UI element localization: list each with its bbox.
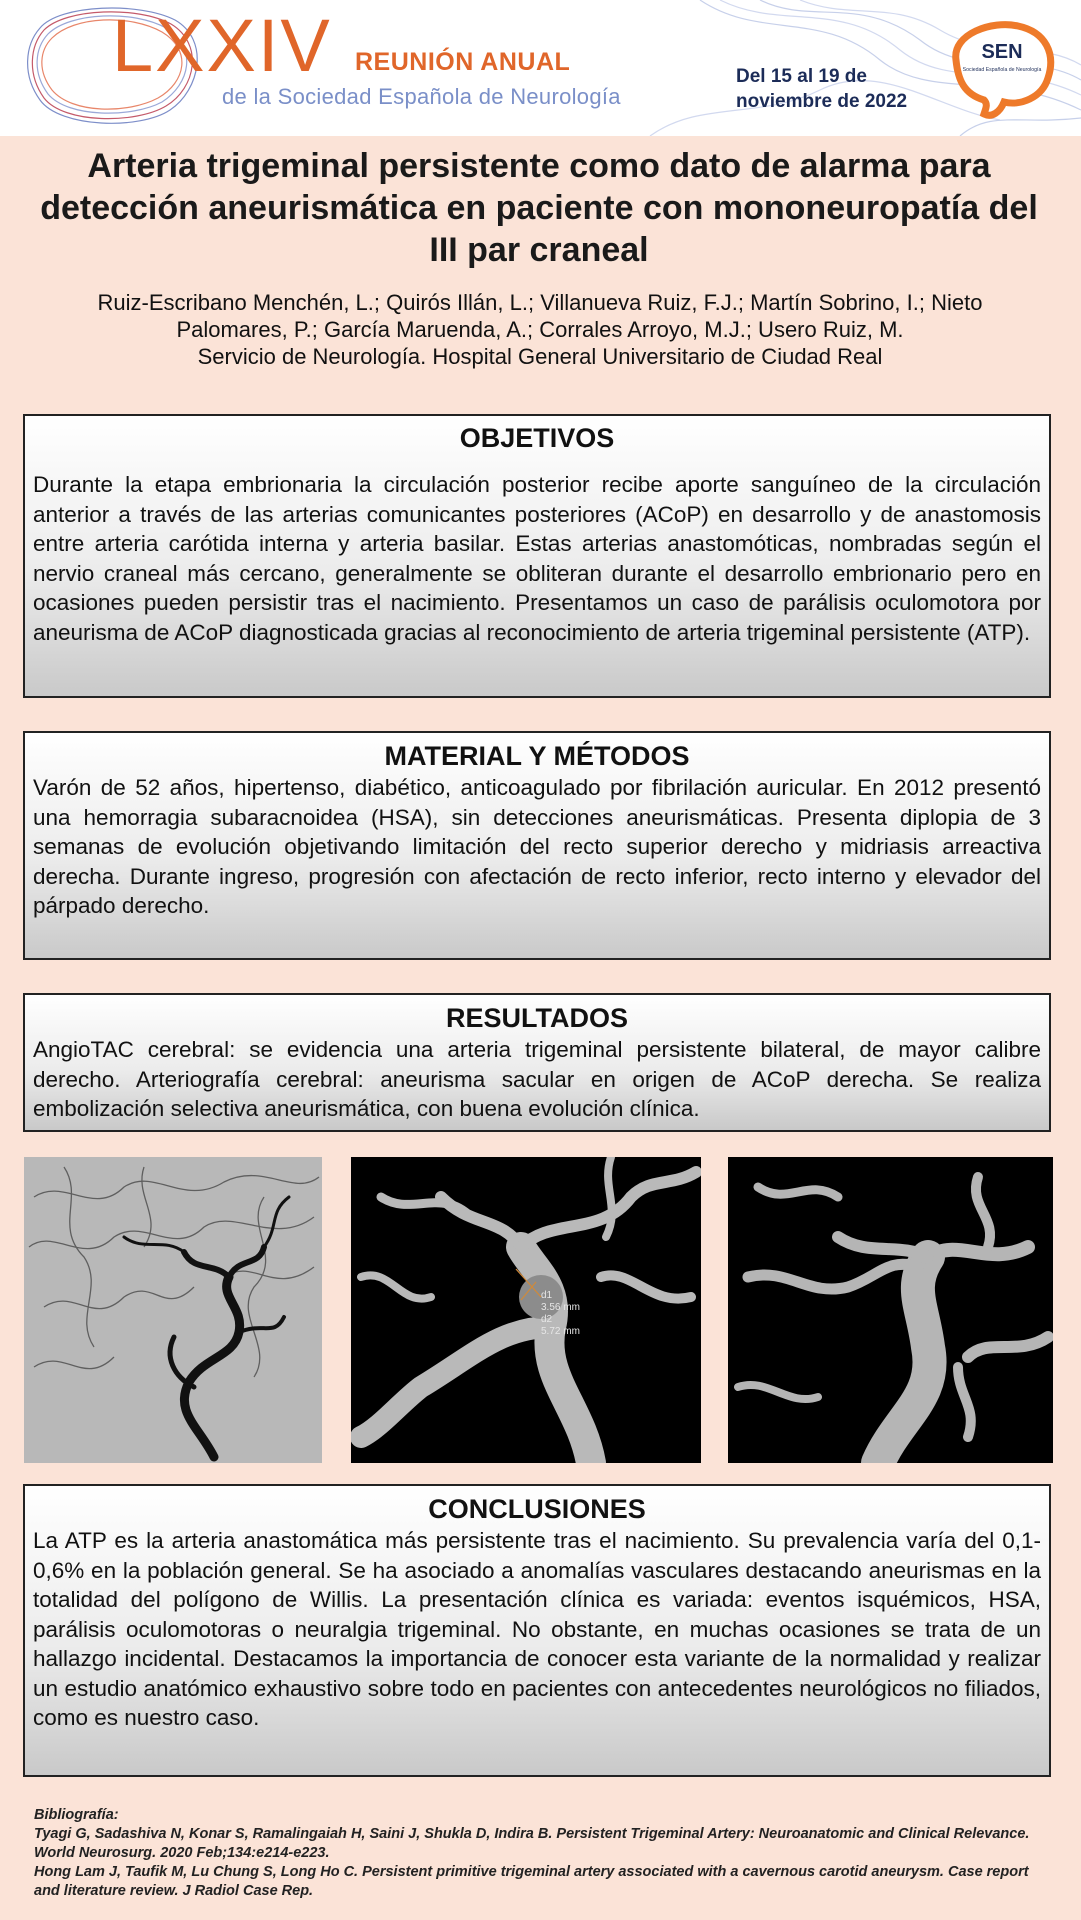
- section-material-metodos: [23, 731, 1051, 960]
- sen-logo-subtext: Sociedad Española de Neurología: [962, 67, 1042, 73]
- dates-line-1: Del 15 al 19 de: [736, 66, 867, 87]
- section-resultados: [23, 993, 1051, 1132]
- affiliation: Servicio de Neurología. Hospital General Universitario de Ciudad Real: [197, 344, 883, 369]
- poster-title: Arteria trigeminal persistente como dato de alarma para detección aneurismática en paciente con mononeuropatía del III par craneal: [40, 147, 1038, 269]
- measurement-label: d1 3.56 mm d2 5.72 mm: [541, 1290, 580, 1337]
- authors-block: [30, 289, 1050, 370]
- section-heading: CONCLUSIONES: [428, 1494, 646, 1524]
- section-body: Varón de 52 años, hipertenso, diabético, anticoagulado por fibrilación auricular. En 2012 presentó una hemorragia subaracnoidea (HSA), sin detecciones aneurismáticas. Presenta diplopia de 3 semanas de evolución objetivando limitación del recto superior derecho y midriasis arreactiva derecha. Durante ingreso, progresión con afectación de recto inferior, recto interno y elevador del párpado derecho.: [33, 775, 1041, 918]
- angiotac-3d-image: [728, 1157, 1053, 1463]
- authors-line-2: Palomares, P.; García Maruenda, A.; Corrales Arroyo, M.J.; Usero Ruiz, M.: [176, 317, 904, 342]
- bibliography-reference: Tyagi G, Sadashiva N, Konar S, Ramalingaiah H, Saini J, Shukla D, Indira B. Persistent Trigeminal Artery: Neuroanatomic and Clinical Relevance. World Neurosurg. 2020 Feb;134:e214-e223.: [34, 1826, 1030, 1861]
- bibliography-reference: Hong Lam J, Taufik M, Lu Chung S, Long Ho C. Persistent primitive trigeminal artery associated with a cavernous carotid aneurysm. Case report and literature review. J Radiol Case Rep.: [34, 1864, 1029, 1899]
- bibliography: [34, 1806, 1054, 1901]
- section-body: La ATP es la arteria anastomática más persistente tras el nacimiento. Su prevalencia varía del 0,1-0,6% en la población general. Se ha asociado a anomalías vasculares destacando aneurismas en la totalidad del polígono de Willis. La presentación clínica es variada: eventos isquémicos, HSA, parálisis oculomotoras o neuralgia trigeminal. No obstante, en muchas ocasiones se trata de un hallazgo incidental. Destacamos la importancia de conocer esta variante de la normalidad y realizar un estudio anatómico exhaustivo sobre todo en pacientes con antecedentes neurológicos no filiados, como es nuestro caso.: [33, 1528, 1041, 1730]
- sen-logo: [942, 14, 1062, 124]
- angiotac-3d-measurement-image: [351, 1157, 701, 1463]
- section-conclusiones: [23, 1484, 1051, 1777]
- angiography-image: [24, 1157, 322, 1463]
- dates-line-2: noviembre de 2022: [736, 91, 908, 112]
- meeting-title: REUNIÓN ANUAL: [355, 48, 571, 76]
- section-heading: MATERIAL Y MÉTODOS: [384, 741, 690, 771]
- section-heading: OBJETIVOS: [459, 423, 615, 453]
- sen-logo-text: SEN: [981, 41, 1023, 63]
- section-heading: RESULTADOS: [446, 1003, 628, 1033]
- society-name: de la Sociedad Española de Neurología: [222, 84, 621, 109]
- bibliography-heading: Bibliografía:: [34, 1807, 119, 1823]
- section-body: Durante la etapa embrionaria la circulación posterior recibe aporte sanguíneo de la circulación anterior a través de las arterias comunicantes posteriores (ACoP) en desarrollo y de anastomosis entre arteria carótida interna y arteria basilar. Estas arterias anastomóticas, nombradas según el nervio craneal más cercano, generalmente se obliteran durante el desarrollo embrionario pero en ocasiones pueden persistir tras el nacimiento. Presentamos un caso de parálisis oculomotora por aneurisma de ACoP diagnosticada gracias al reconocimiento de arteria trigeminal persistente (ATP).: [33, 472, 1041, 645]
- section-body: AngioTAC cerebral: se evidencia una arteria trigeminal persistente bilateral, de mayor calibre derecho. Arteriografía cerebral: aneurisma sacular en origen de ACoP derecha. Se realiza embolización selectiva aneurismática, con buena evolución clínica.: [33, 1037, 1041, 1121]
- authors-line-1: Ruiz-Escribano Menchén, L.; Quirós Illán, L.; Villanueva Ruiz, F.J.; Martín Sobrino, I.; Nieto: [97, 290, 983, 315]
- section-objetivos: [23, 414, 1051, 698]
- edition-numeral: LXXIV: [112, 4, 332, 87]
- header-banner: [0, 0, 1081, 136]
- event-dates: [736, 64, 936, 114]
